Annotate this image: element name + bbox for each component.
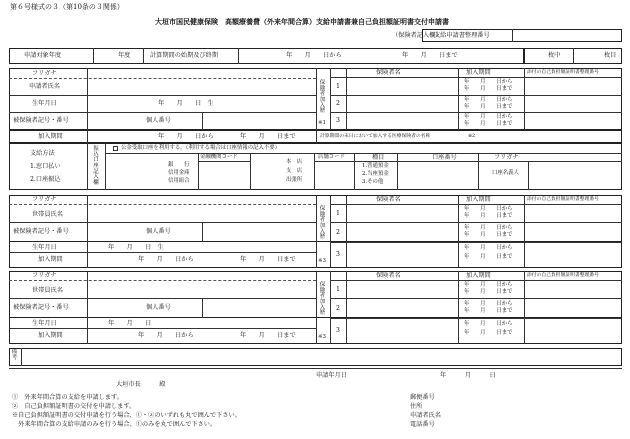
applicant-personal-no-label: 個人番号 xyxy=(146,117,171,124)
postal-code-label: 郵便番号 xyxy=(410,394,435,401)
applicant-name-field[interactable] xyxy=(92,80,312,92)
remarks-box[interactable] xyxy=(9,348,622,366)
sheet-of-label: 枚中 xyxy=(548,52,561,59)
calc-period-label: 計算期間の始期及び終期 xyxy=(150,52,219,59)
form-number: 第６号様式の３（第10条の３関係） xyxy=(10,3,124,11)
member1-name-label: 世帯員氏名 xyxy=(32,211,63,218)
note-1: ※1 xyxy=(318,120,326,126)
account-furigana-label: フリガナ xyxy=(494,154,519,161)
transfer-account-label: 振込口座記入欄 xyxy=(93,146,99,187)
option-window[interactable]: 1.窓口払い xyxy=(30,163,61,170)
account-number-label: 口座番号 xyxy=(432,154,457,161)
applicant-join-label: 加入期間 xyxy=(38,133,63,140)
remarks-label: 備考 xyxy=(11,349,18,361)
calc-period-to: 年 月 日まで xyxy=(402,52,458,59)
applicant-birth-field[interactable]: 年 月 日 生 xyxy=(158,100,214,107)
insurer-history-label: 保険者加入歴 xyxy=(319,80,326,115)
last-day-insurer-label: 計算期間の末日において加入する医療保険者の名称 xyxy=(320,134,431,139)
period-col-header: 加入期間 xyxy=(466,69,491,76)
member2-name-label: 世帯員氏名 xyxy=(32,287,63,294)
applicant-name-label: 申請者氏名 xyxy=(29,83,60,90)
public-fund-label: 公金受取口座を利用する。（利用する場合は口座情報の記入不要） xyxy=(121,145,281,151)
calc-period-from: 年 月 日から xyxy=(286,52,342,59)
year-suffix: 年度 xyxy=(118,52,131,59)
payment-method-label: 支給方法 xyxy=(30,150,55,157)
footer-note-1: ① 外来年間合算の支給を申請します。 xyxy=(12,394,123,401)
applicant-birth-label: 生年月日 xyxy=(32,100,57,107)
insurer-row-1: 1 xyxy=(336,83,340,90)
option-transfer[interactable]: 2.口座振込 xyxy=(30,176,61,183)
applicant-insured-no-label: 被保険者記号・番号 xyxy=(13,117,69,124)
footer-note-3: ※自己負担額証明書の交付申請を行う場合、①・②のいずれも丸で囲んで下さい。 xyxy=(12,412,241,419)
phone-label: 電話番号 xyxy=(410,421,435,428)
footer-note-4: 外来年間合算の支給申請のみを行う場合、①のみを丸で囲んで下さい。 xyxy=(12,421,217,428)
applicant-signature-label: 申請者氏名 xyxy=(410,412,441,419)
bank-code-label: 金融機関コード xyxy=(200,154,238,160)
receipt-number-label: 支給申請書整理番号 xyxy=(434,32,490,39)
mayor-address: 大垣市長 殿 xyxy=(116,381,166,388)
public-fund-checkbox[interactable] xyxy=(113,146,118,151)
form-title: 大垣市国民健康保険 高額療養費（外来年間合算）支給申請書兼自己負担額証明書交付申請書 xyxy=(155,17,449,26)
insurer-row-2: 2 xyxy=(336,100,340,107)
insurer-row-3: 3 xyxy=(336,117,340,124)
insurer-col-header: 保険者名 xyxy=(376,69,401,76)
account-type-label: 種目 xyxy=(372,154,385,161)
application-year-label: 申請対象年度 xyxy=(24,52,62,59)
cert-col-header: 添付の自己負担額証明書整理番号 xyxy=(527,70,599,75)
branch-code-label: 店舗コード xyxy=(318,154,345,160)
account-holder-label: 口座名義人 xyxy=(492,170,519,176)
application-date-label: 申請年月日 xyxy=(316,372,347,379)
form-subtitle: （保険者記入欄） xyxy=(392,32,442,39)
address-label: 住所 xyxy=(410,403,423,410)
footer-note-2: ② 自己負担額証明書の交付を申請します。 xyxy=(12,403,136,410)
applicant-furigana-label: フリガナ xyxy=(32,70,57,77)
sheet-number-label: 枚目 xyxy=(604,52,617,59)
application-date-value[interactable]: 年 月 日 xyxy=(440,372,496,379)
